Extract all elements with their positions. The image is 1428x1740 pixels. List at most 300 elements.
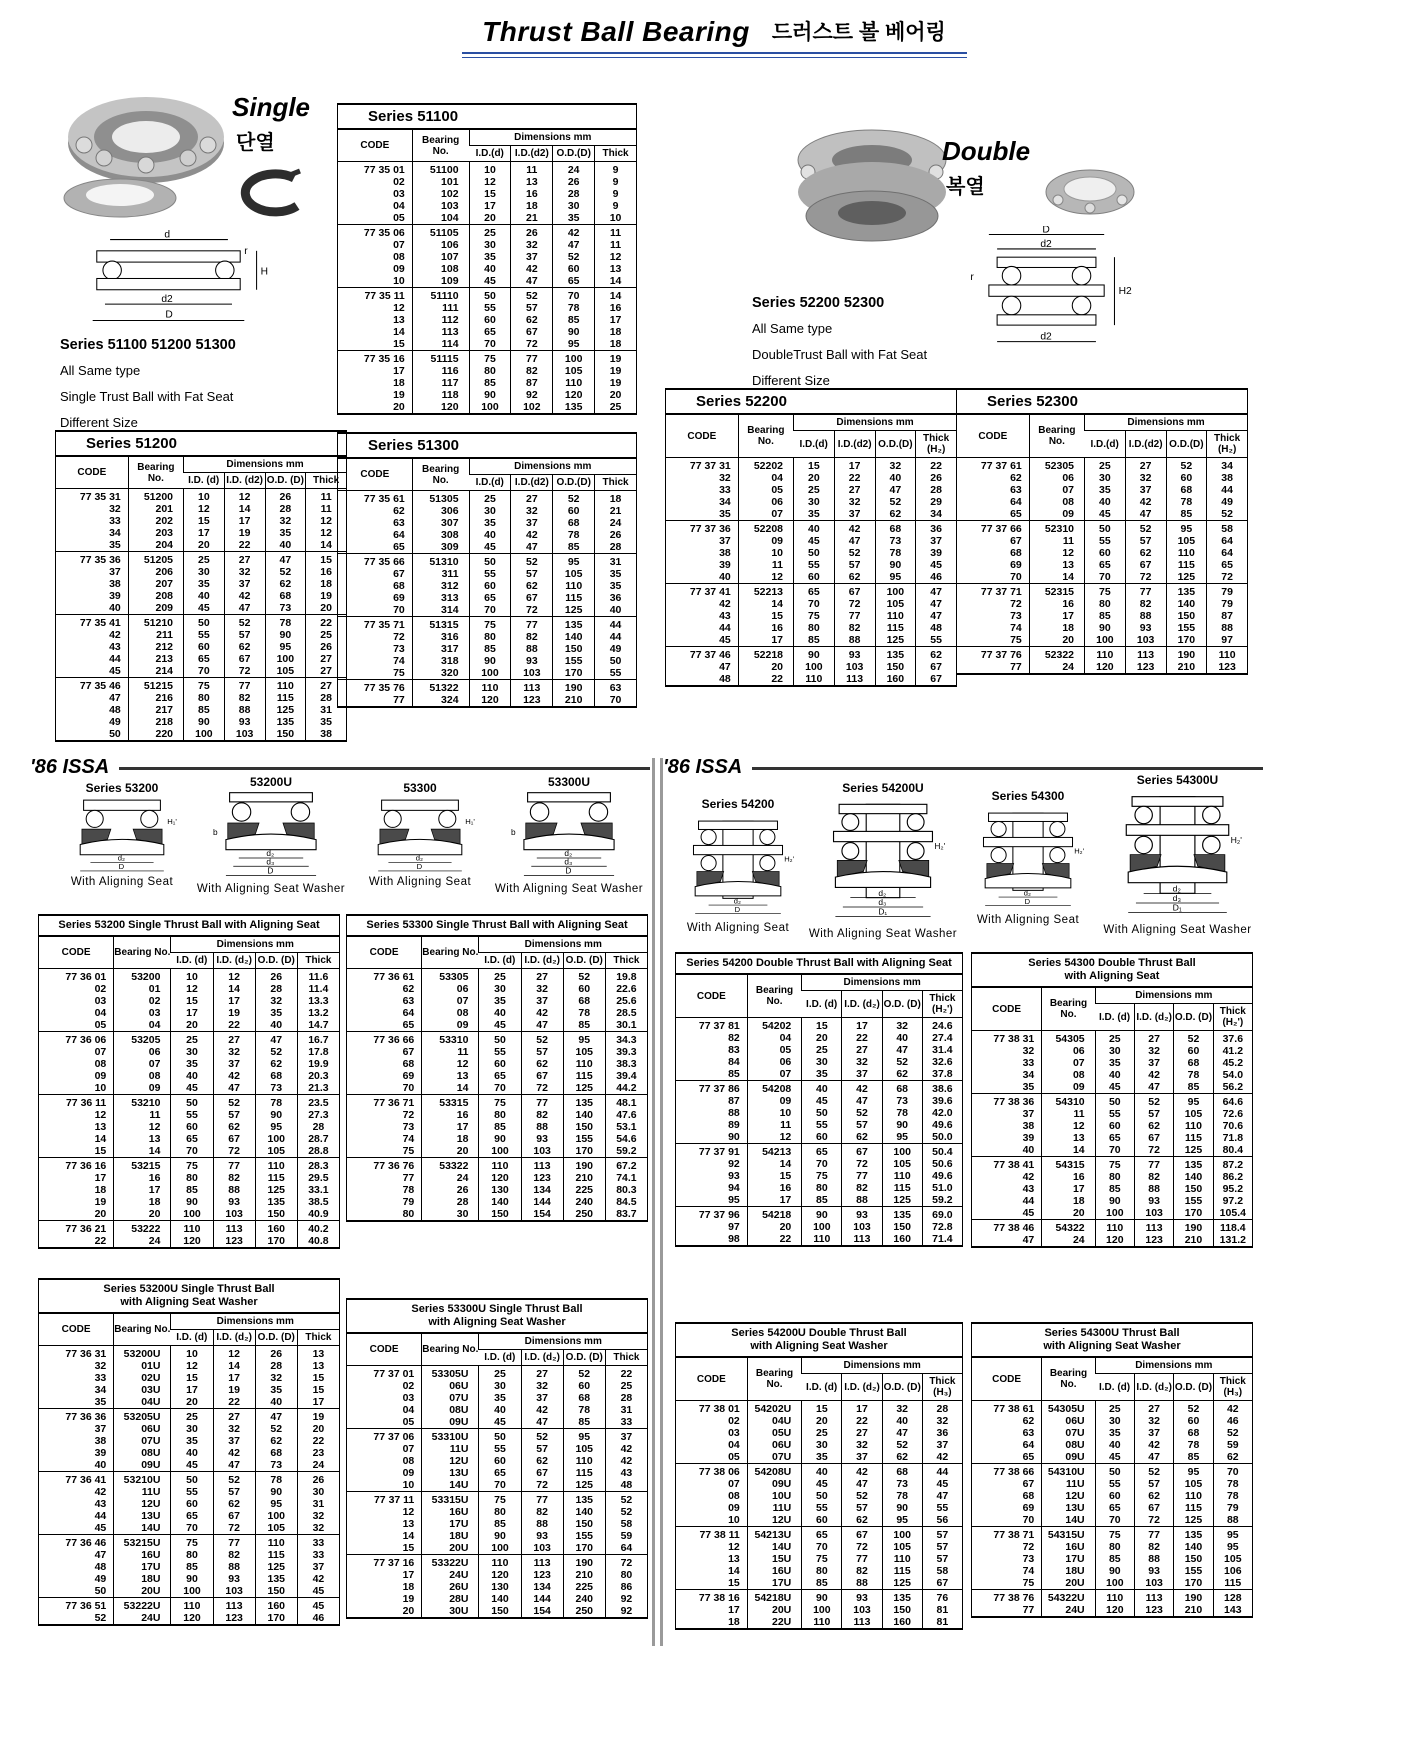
cell-id-d: 60	[802, 1514, 842, 1527]
cell-thick: 118.4	[1213, 1220, 1252, 1235]
cell-od-d: 115	[255, 1172, 297, 1184]
cell-bearing-no: 51210	[128, 615, 183, 630]
cell-code: 19	[393, 389, 405, 401]
svg-text:d₃: d₃	[1172, 893, 1182, 904]
cell-code: 40	[109, 602, 121, 614]
dim-col-header-3: Thick (H₃)	[922, 1374, 962, 1401]
cell-bearing-no: 51105	[412, 225, 469, 240]
cell-id-d2: 57	[213, 1486, 255, 1498]
table-row	[972, 1464, 1253, 1479]
cell-bearing-no: 54315U	[1042, 1527, 1095, 1542]
cell-id-d2: 37	[1125, 484, 1166, 496]
cell-od-d: 62	[882, 1451, 922, 1464]
cell-id-d2: 27	[224, 552, 265, 567]
cell-id-d2: 52	[213, 1472, 255, 1487]
table-row	[39, 1396, 340, 1409]
cell-od-d: 125	[1174, 1144, 1213, 1157]
svg-text:H₂': H₂'	[1074, 846, 1085, 856]
cell-id-d2: 88	[521, 1518, 563, 1530]
table-row	[39, 1032, 340, 1047]
cell-thick: 37	[922, 1439, 962, 1451]
cell-id-d: 35	[479, 995, 521, 1007]
cell-thick: 47	[922, 1490, 962, 1502]
cell-bearing-no: 11	[747, 1119, 802, 1131]
cell-id-d: 15	[469, 188, 511, 200]
dim-col-header-2: O.D.(D)	[553, 475, 595, 491]
cell-thick: 34.3	[605, 1032, 647, 1047]
cell-od-d: 170	[255, 1612, 297, 1625]
cell-od-d: 62	[255, 1058, 297, 1070]
cell-code: 45	[719, 634, 731, 646]
cell-od-d: 115	[553, 592, 595, 604]
cell-id-d2: 37	[842, 1068, 882, 1081]
cell-id-d: 150	[479, 1208, 521, 1221]
table-row	[666, 634, 957, 647]
cell-id-d: 120	[1085, 661, 1126, 674]
cell-od-d: 40	[882, 1032, 922, 1044]
cell-id-d: 25	[479, 1366, 521, 1381]
series-54200-table	[675, 952, 963, 1247]
cell-id-d2: 93	[521, 1530, 563, 1542]
cell-bearing-no: 14	[422, 1082, 479, 1095]
cell-od-d: 155	[563, 1133, 605, 1145]
dim-col-header-3: Thick	[297, 1330, 339, 1346]
table-row	[676, 1170, 963, 1182]
cell-thick: 79	[1207, 598, 1248, 610]
cell-thick: 20	[297, 1423, 339, 1435]
cell-id-d2: 93	[521, 1133, 563, 1145]
svg-text:d2: d2	[1040, 238, 1052, 250]
cell-id-d: 50	[469, 288, 511, 303]
cell-id-d: 55	[479, 1046, 521, 1058]
table-title: Series 54200 Double Thrust Ball with Aligning Seat	[675, 952, 963, 974]
table-row	[338, 541, 637, 554]
cell-thick: 72	[1207, 571, 1248, 584]
cell-id-d2: 52	[224, 615, 265, 630]
cell-od-d: 60	[1166, 472, 1207, 484]
cell-code: 39	[109, 590, 121, 602]
cell-thick: 22	[297, 1435, 339, 1447]
cell-bearing-no: 20	[114, 1208, 171, 1221]
table-row	[972, 1120, 1253, 1132]
cell-code: 75	[1010, 634, 1022, 646]
cell-bearing-no: 11	[738, 559, 793, 571]
cell-code: 65	[393, 541, 405, 553]
cell-code: 40	[719, 571, 731, 583]
cell-thick: 31	[297, 1498, 339, 1510]
cell-thick: 36	[595, 592, 637, 604]
dim-col-header-3: Thick (H₂)	[916, 431, 957, 458]
cell-bearing-no: 17U	[422, 1518, 479, 1530]
table-title: Series 54200U Double Thrust Ball with Aligning Seat Washer	[675, 1322, 963, 1357]
diagram-53200u	[196, 775, 346, 895]
cell-id-d2: 52	[511, 288, 553, 303]
svg-text:D: D	[1024, 896, 1031, 906]
cell-thick: 28.8	[297, 1145, 339, 1158]
cell-bearing-no: 14U	[1042, 1514, 1095, 1527]
cell-id-d2: 47	[1134, 1081, 1173, 1094]
cell-od-d: 85	[563, 1019, 605, 1032]
double-label: Double	[942, 136, 1031, 166]
cell-id-d2: 82	[834, 622, 875, 634]
cell-bearing-no: 54315	[1042, 1157, 1095, 1172]
bearing-dimensions-table	[55, 456, 347, 742]
cell-id-d: 100	[171, 1585, 213, 1598]
cell-id-d2: 123	[1125, 661, 1166, 674]
cell-od-d: 78	[553, 302, 595, 314]
cell-od-d: 190	[1174, 1220, 1213, 1235]
diagram-series-label: Series 54200	[701, 797, 775, 811]
cell-code: 74	[1022, 1565, 1035, 1577]
cell-thick: 97.2	[1213, 1195, 1252, 1207]
cell-code: 73	[1022, 1553, 1035, 1565]
cell-thick: 44.2	[605, 1082, 647, 1095]
cell-bearing-no: 07	[114, 1058, 171, 1070]
cell-od-d: 90	[255, 1486, 297, 1498]
cell-thick: 80	[605, 1569, 647, 1581]
cell-od-d: 28	[255, 1360, 297, 1372]
table-row	[56, 704, 347, 716]
cell-thick: 27	[306, 653, 347, 665]
cell-id-d: 35	[802, 1068, 842, 1081]
cell-bearing-no: 06	[1042, 1045, 1095, 1057]
cell-code: 77 38 66	[972, 1464, 1042, 1479]
cell-od-d: 190	[1166, 647, 1207, 662]
cell-code: 42	[94, 1486, 107, 1498]
cell-thick: 110	[1207, 647, 1248, 662]
cell-id-d: 50	[802, 1490, 842, 1502]
cell-id-d: 20	[802, 1415, 842, 1427]
cell-thick: 28	[297, 1121, 339, 1133]
cell-id-d: 75	[469, 351, 511, 366]
cell-id-d: 70	[479, 1082, 521, 1095]
cell-id-d: 60	[1095, 1120, 1134, 1132]
cell-id-d2: 88	[1134, 1183, 1173, 1195]
cell-id-d2: 123	[1134, 1604, 1173, 1617]
cell-thick: 29	[916, 496, 957, 508]
cell-code: 10	[393, 275, 405, 287]
table-row	[957, 521, 1248, 536]
table-row	[666, 610, 957, 622]
cell-id-d: 70	[184, 665, 225, 678]
cell-bearing-no: 209	[128, 602, 183, 615]
note-line: Different Size	[60, 415, 138, 430]
table-row	[338, 176, 637, 188]
cell-code: 63	[393, 517, 405, 529]
cell-od-d: 250	[563, 1208, 605, 1221]
table-row	[972, 1478, 1253, 1490]
cell-id-d: 90	[1095, 1565, 1134, 1577]
cell-bearing-no: 54322	[1042, 1220, 1095, 1235]
double-bearing-photo	[778, 120, 963, 250]
cell-id-d2: 93	[511, 655, 553, 667]
cell-code: 02	[728, 1415, 740, 1427]
cell-thick: 44	[595, 617, 637, 632]
table-row	[676, 1616, 963, 1629]
table-title: Series 52200	[665, 388, 957, 414]
cell-id-d2: 113	[842, 1233, 882, 1246]
cell-thick: 37.8	[922, 1068, 962, 1081]
cell-thick: 27.4	[922, 1032, 962, 1044]
cell-id-d2: 52	[521, 1429, 563, 1444]
cell-id-d2: 113	[213, 1221, 255, 1236]
series-52300-table	[956, 388, 1248, 675]
cell-id-d: 100	[794, 661, 835, 673]
cell-thick: 54.0	[1213, 1069, 1252, 1081]
dim-col-header-1: I.D. (d₂)	[213, 1330, 255, 1346]
cell-od-d: 210	[1174, 1604, 1213, 1617]
cell-id-d: 12	[184, 503, 225, 515]
cell-thick: 39.4	[605, 1070, 647, 1082]
cell-id-d2: 77	[1134, 1157, 1173, 1172]
cell-code: 05	[94, 1019, 107, 1031]
cell-thick: 22	[916, 458, 957, 473]
cell-thick: 38	[1207, 472, 1248, 484]
cell-thick: 17.8	[297, 1046, 339, 1058]
cell-code: 77 36 11	[39, 1095, 114, 1110]
cell-code: 22	[94, 1235, 107, 1247]
cell-id-d2: 52	[213, 1095, 255, 1110]
cell-code: 69	[402, 1070, 415, 1082]
cell-od-d: 150	[553, 643, 595, 655]
table-row	[957, 508, 1248, 521]
diagram-54300u	[1105, 774, 1250, 936]
bearing-no-header: Bearing No.	[747, 975, 802, 1018]
cell-code: 34	[109, 527, 121, 539]
cell-od-d: 60	[553, 263, 595, 275]
cell-code: 17	[402, 1569, 415, 1581]
cell-id-d: 30	[171, 1423, 213, 1435]
cell-id-d: 30	[171, 1046, 213, 1058]
cell-bearing-no: 14U	[747, 1541, 802, 1553]
cell-od-d: 32	[875, 458, 916, 473]
bearing-no-header: Bearing No.	[128, 457, 183, 489]
cell-code: 77 35 31	[56, 489, 129, 504]
cell-code: 50	[109, 728, 121, 740]
cell-code: 75	[393, 667, 405, 679]
cell-od-d: 26	[553, 176, 595, 188]
cell-od-d: 135	[265, 716, 306, 728]
cell-thick: 21.3	[297, 1082, 339, 1095]
cell-id-d: 55	[171, 1109, 213, 1121]
cell-bearing-no: 16U	[747, 1565, 802, 1577]
cell-id-d: 110	[479, 1555, 521, 1570]
cell-code: 34	[1022, 1069, 1035, 1081]
column-divider	[652, 758, 663, 1646]
cell-id-d: 85	[1095, 1183, 1134, 1195]
cell-id-d: 90	[794, 647, 835, 662]
cell-thick: 79	[1207, 584, 1248, 599]
cell-code: 83	[728, 1044, 740, 1056]
cell-code: 79	[402, 1196, 415, 1208]
cell-od-d: 95	[563, 1429, 605, 1444]
cell-id-d: 40	[171, 1070, 213, 1082]
cell-thick: 72.6	[1213, 1108, 1252, 1120]
cell-bearing-no: 20U	[747, 1604, 802, 1616]
cell-thick: 65	[1207, 559, 1248, 571]
cell-id-d: 130	[479, 1184, 521, 1196]
cell-bearing-no: 05U	[747, 1427, 802, 1439]
cell-bearing-no: 11	[1029, 535, 1084, 547]
cell-thick: 86	[605, 1581, 647, 1593]
cell-od-d: 78	[875, 547, 916, 559]
cell-id-d2: 27	[842, 1044, 882, 1056]
cell-id-d2: 16	[511, 188, 553, 200]
cell-code: 77 38 16	[676, 1590, 748, 1605]
cell-bearing-no: 51205	[128, 552, 183, 567]
cell-code: 68	[1022, 1490, 1035, 1502]
cell-id-d2: 47	[834, 535, 875, 547]
cell-id-d2: 42	[521, 1404, 563, 1416]
cell-bearing-no: 112	[412, 314, 469, 326]
cell-thick: 38.6	[922, 1081, 962, 1096]
cell-id-d2: 67	[842, 1527, 882, 1542]
cell-id-d2: 113	[842, 1616, 882, 1629]
cell-thick: 74.1	[605, 1172, 647, 1184]
cell-thick: 59	[1213, 1439, 1252, 1451]
single-label: Single	[232, 92, 311, 122]
cell-code: 17	[393, 365, 405, 377]
cell-bearing-no: 26	[422, 1184, 479, 1196]
bearing-no-header: Bearing No.	[412, 130, 469, 162]
cell-id-d: 45	[469, 541, 511, 554]
cell-code: 63	[1010, 484, 1022, 496]
cell-code: 42	[1022, 1171, 1035, 1183]
cell-code: 77 36 66	[347, 1032, 422, 1047]
cell-id-d: 65	[469, 592, 511, 604]
cell-od-d: 100	[255, 1133, 297, 1145]
cell-od-d: 135	[255, 1196, 297, 1208]
cell-id-d2: 67	[1134, 1502, 1173, 1514]
cell-code: 49	[94, 1573, 107, 1585]
cell-id-d: 90	[479, 1133, 521, 1145]
table-row	[338, 617, 637, 632]
cell-od-d: 210	[1166, 661, 1207, 674]
cell-od-d: 110	[563, 1455, 605, 1467]
cell-code: 77 37 11	[347, 1492, 422, 1507]
cell-id-d: 20	[794, 472, 835, 484]
cell-id-d2: 42	[842, 1464, 882, 1479]
cell-id-d: 30	[794, 496, 835, 508]
cell-id-d: 25	[794, 484, 835, 496]
cell-id-d: 110	[171, 1221, 213, 1236]
cell-id-d2: 72	[521, 1082, 563, 1095]
cell-id-d2: 103	[213, 1585, 255, 1598]
issa-right-section	[663, 756, 1263, 1706]
cell-od-d: 42	[553, 225, 595, 240]
table-row	[39, 1423, 340, 1435]
cell-od-d: 110	[1166, 547, 1207, 559]
table-row	[56, 503, 347, 515]
cell-code: 38	[94, 1435, 107, 1447]
table-row	[347, 1019, 648, 1032]
cell-id-d: 40	[794, 521, 835, 536]
cell-bearing-no: 52218	[738, 647, 793, 662]
single-label-korean: 단열	[236, 132, 275, 154]
cell-id-d2: 52	[842, 1490, 882, 1502]
cell-od-d: 135	[563, 1095, 605, 1110]
table-row	[347, 1380, 648, 1392]
bearing-cross-section-diagram	[202, 789, 340, 881]
cell-id-d: 35	[794, 508, 835, 521]
cell-thick: 38	[306, 728, 347, 741]
cell-bearing-no: 12U	[747, 1514, 802, 1527]
cell-thick: 16.7	[297, 1032, 339, 1047]
cell-id-d2: 52	[1134, 1464, 1173, 1479]
cell-id-d2: 19	[224, 527, 265, 539]
cell-thick: 19	[297, 1409, 339, 1424]
cell-bearing-no: 10	[738, 547, 793, 559]
bearing-no-header: Bearing No.	[738, 415, 793, 458]
cell-thick: 30.1	[605, 1019, 647, 1032]
table-row	[347, 1058, 648, 1070]
cell-od-d: 115	[265, 692, 306, 704]
cell-thick: 123	[1207, 661, 1248, 674]
cell-code: 77 35 16	[338, 351, 413, 366]
cell-id-d2: 42	[213, 1447, 255, 1459]
cell-bearing-no: 214	[128, 665, 183, 678]
cell-bearing-no: 20	[747, 1221, 802, 1233]
table-row	[347, 995, 648, 1007]
cell-od-d: 78	[882, 1490, 922, 1502]
cell-id-d2: 57	[521, 1046, 563, 1058]
table-row	[676, 1553, 963, 1565]
cell-bearing-no: 18	[114, 1196, 171, 1208]
cell-bearing-no: 17	[747, 1194, 802, 1207]
cell-bearing-no: 08U	[114, 1447, 171, 1459]
cell-id-d2: 62	[521, 1455, 563, 1467]
cell-thick: 76	[922, 1590, 962, 1605]
cell-id-d2: 134	[521, 1184, 563, 1196]
dimensions-header: Dimensions mm	[479, 937, 648, 953]
diagram-54200	[675, 798, 801, 934]
cell-thick: 28	[605, 1392, 647, 1404]
cell-thick: 12	[306, 527, 347, 539]
cell-id-d2: 57	[511, 302, 553, 314]
cell-id-d: 100	[1095, 1577, 1134, 1590]
series-54200u-table	[675, 1322, 963, 1630]
table-row	[666, 647, 957, 662]
cell-code: 44	[719, 622, 731, 634]
cell-code: 14	[728, 1565, 740, 1577]
cell-code: 13	[728, 1553, 740, 1565]
cell-thick: 80.4	[1213, 1144, 1252, 1157]
cell-thick: 52	[1213, 1427, 1252, 1439]
cell-id-d: 25	[1095, 1401, 1134, 1416]
cell-id-d: 45	[1095, 1451, 1134, 1464]
cell-thick: 26	[297, 1472, 339, 1487]
cell-id-d: 65	[1095, 1132, 1134, 1144]
cell-od-d: 62	[882, 1068, 922, 1081]
cell-od-d: 150	[563, 1121, 605, 1133]
cell-id-d2: 93	[842, 1207, 882, 1222]
cell-id-d2: 17	[842, 1401, 882, 1416]
cell-code: 77 37 01	[347, 1366, 422, 1381]
svg-text:d₃: d₃	[266, 857, 275, 867]
cell-id-d: 70	[802, 1541, 842, 1553]
table-row	[347, 1605, 648, 1618]
cell-code: 77	[1010, 661, 1022, 673]
cell-od-d: 150	[875, 661, 916, 673]
cell-id-d2: 88	[511, 643, 553, 655]
cell-bearing-no: 54310U	[1042, 1464, 1095, 1479]
cell-id-d2: 67	[213, 1510, 255, 1522]
table-row	[338, 491, 637, 506]
table-row	[347, 1032, 648, 1047]
cell-bearing-no: 311	[412, 568, 469, 580]
cell-thick: 24	[595, 517, 637, 529]
table-row	[972, 1502, 1253, 1514]
